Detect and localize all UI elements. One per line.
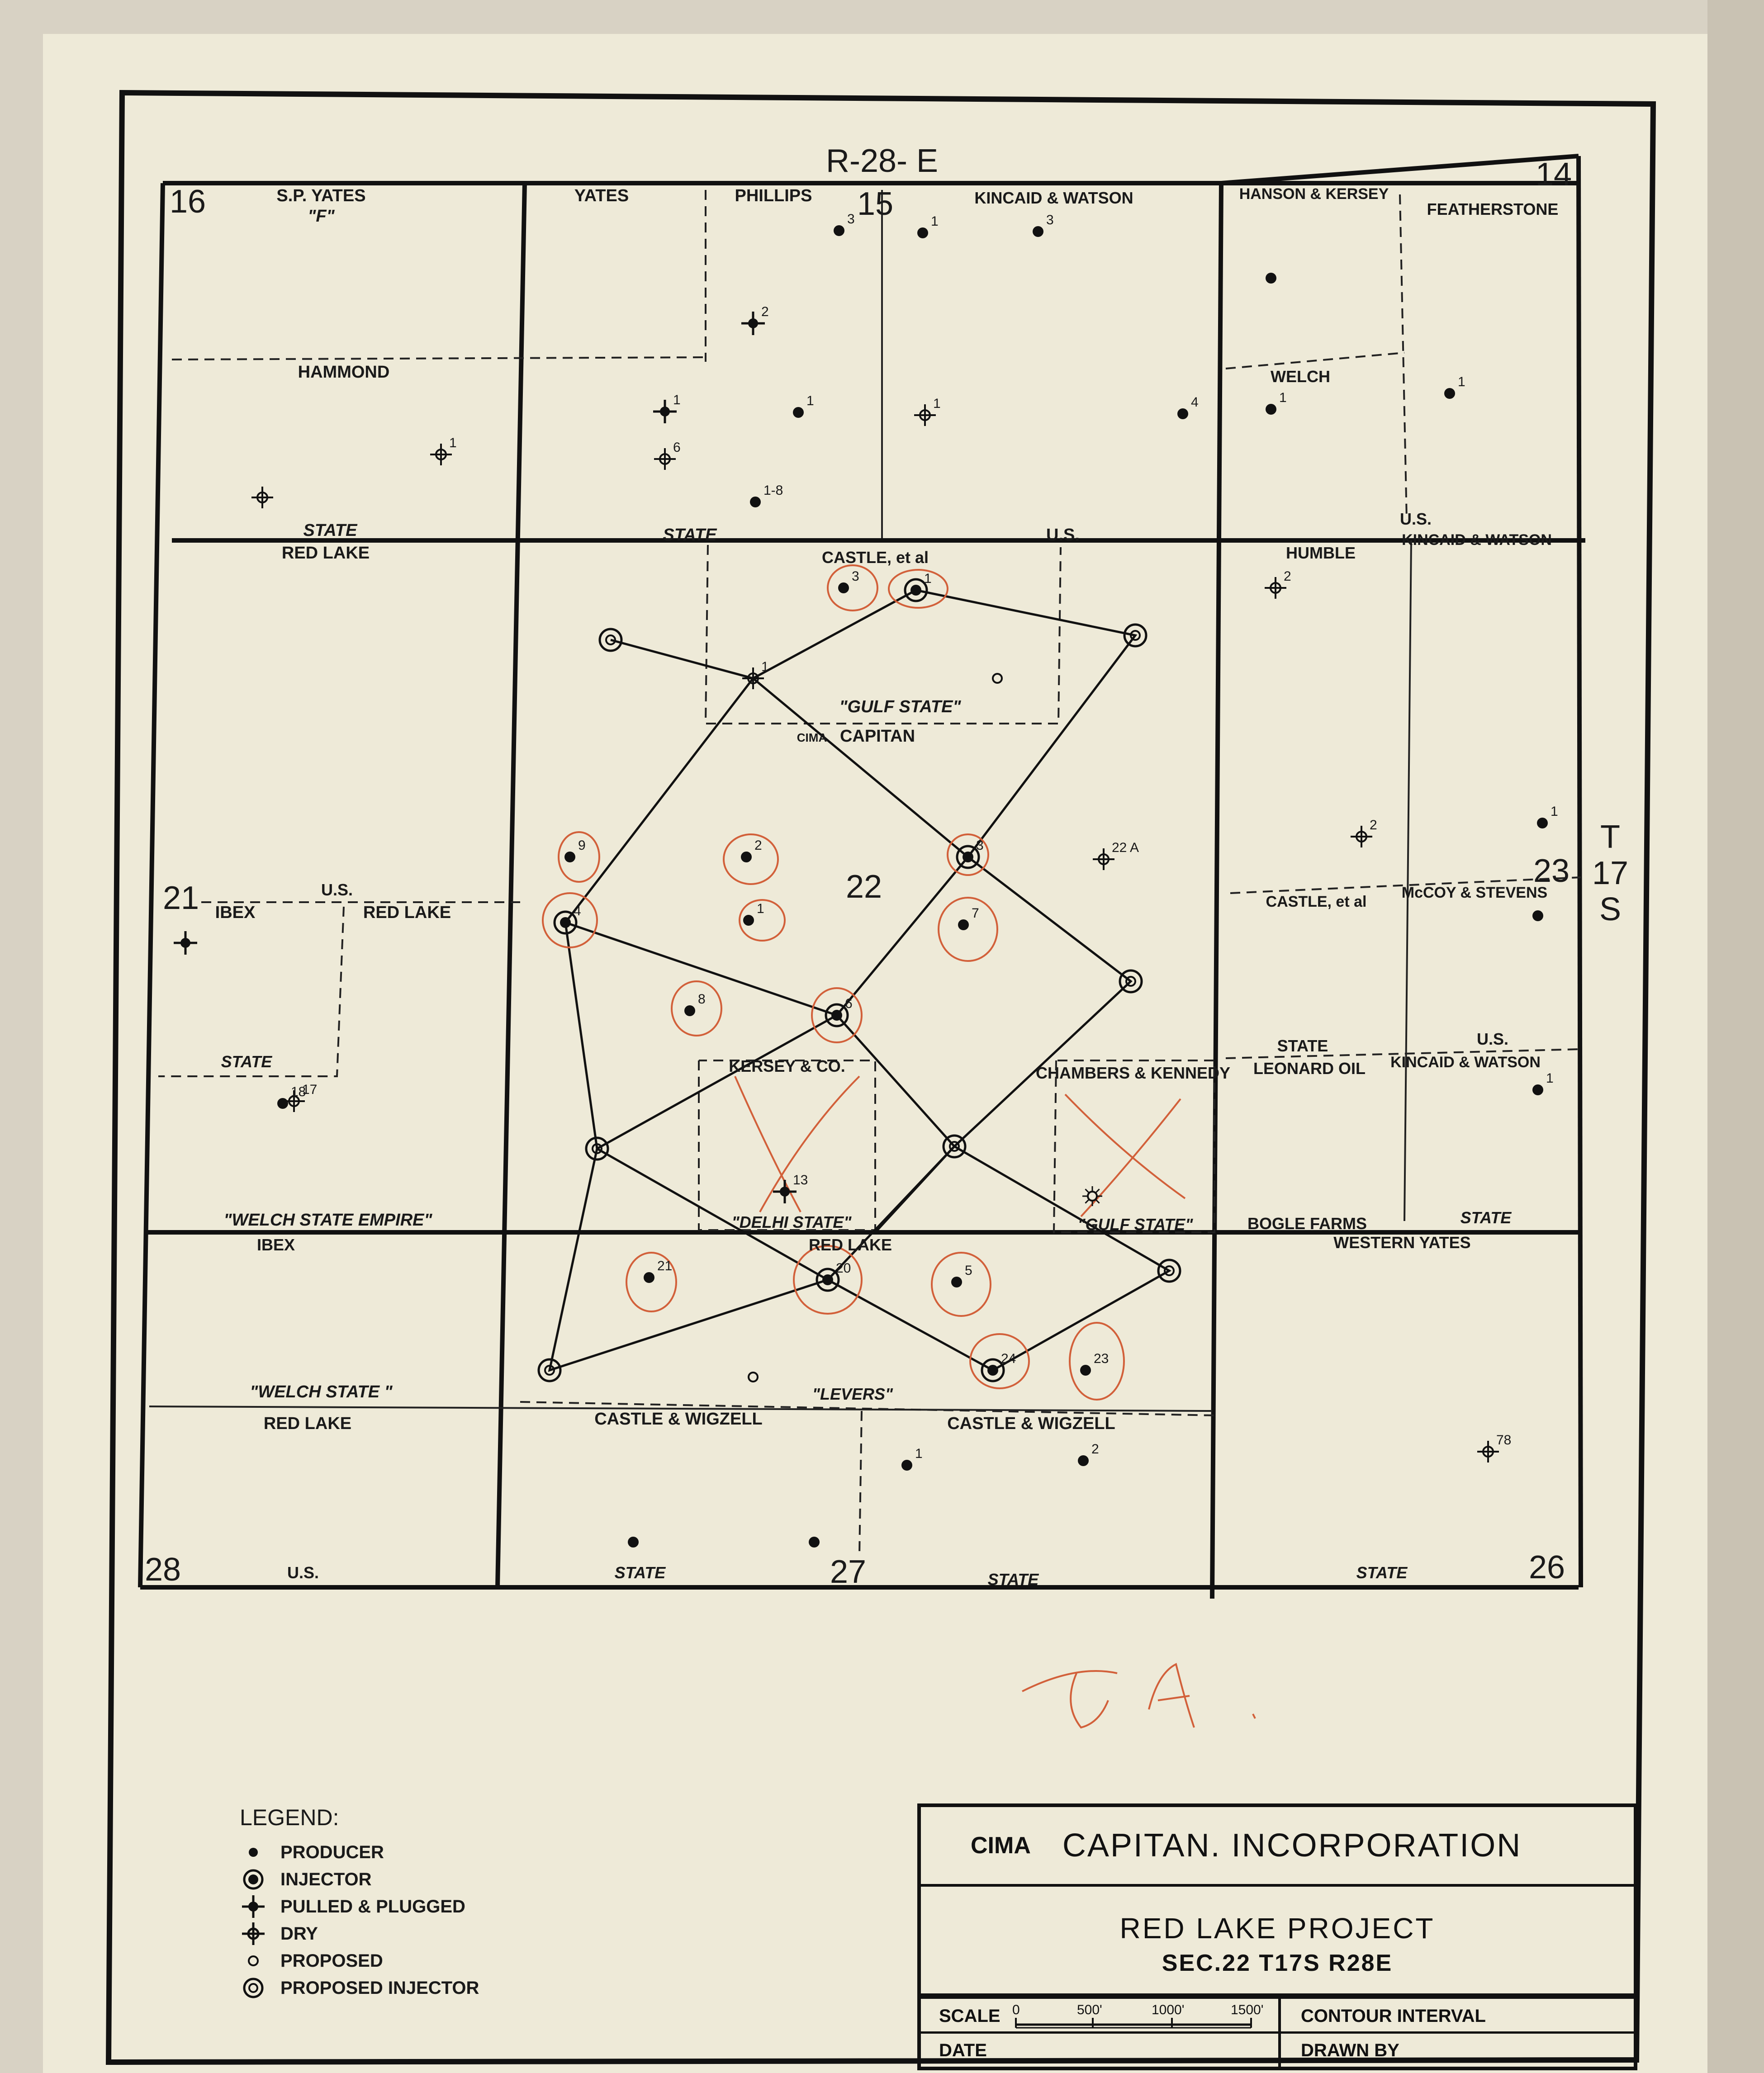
injector-well-icon bbox=[905, 579, 927, 601]
producer-well-icon bbox=[1537, 818, 1548, 828]
legend-label: INJECTOR bbox=[280, 1869, 372, 1889]
proposed-injector-icon bbox=[240, 1974, 267, 2002]
well-number: 6 bbox=[845, 996, 853, 1011]
well-number: 3 bbox=[976, 838, 984, 853]
scale-tick: 500' bbox=[1077, 2002, 1102, 2017]
section-23: 23 bbox=[1533, 853, 1570, 889]
well-number: 23 bbox=[1094, 1351, 1109, 1366]
lease-label: CASTLE, et al bbox=[1266, 893, 1367, 910]
dry-well-icon bbox=[430, 444, 452, 465]
lease-label: STATE bbox=[987, 1570, 1039, 1589]
legend-label: PULLED & PLUGGED bbox=[280, 1896, 465, 1917]
well-number: 1 bbox=[806, 393, 814, 408]
well-number: 8 bbox=[698, 992, 706, 1007]
legend-item-injector bbox=[240, 1866, 602, 1893]
title-block-footer bbox=[921, 1996, 1634, 2067]
well-number: 1 bbox=[761, 659, 769, 674]
well-number: 78 bbox=[1496, 1433, 1512, 1448]
scale-bar bbox=[1011, 2000, 1265, 2031]
well-number: 9 bbox=[578, 838, 586, 853]
lease-label: PHILLIPS bbox=[735, 186, 812, 205]
lease-label: U.S. bbox=[287, 1563, 319, 1582]
lease-label: U.S. bbox=[1046, 525, 1080, 544]
project-title: RED LAKE PROJECT bbox=[1119, 1912, 1435, 1945]
lease-label: KINCAID & WATSON bbox=[1402, 531, 1552, 549]
producer-well-icon bbox=[809, 1537, 820, 1548]
well-number: 1 bbox=[924, 571, 932, 586]
injector-well-icon bbox=[982, 1359, 1004, 1381]
lease-label: STATE bbox=[1460, 1208, 1512, 1227]
legend-label: DRY bbox=[280, 1923, 318, 1944]
lease-label: CASTLE & WIGZELL bbox=[594, 1410, 763, 1429]
legend-label: PRODUCER bbox=[280, 1842, 384, 1862]
legend bbox=[240, 1804, 602, 2002]
well-number: 4 bbox=[574, 904, 581, 918]
lease-label: KINCAID & WATSON bbox=[1390, 1054, 1541, 1071]
injector-icon bbox=[240, 1866, 267, 1893]
well-number: 1 bbox=[931, 214, 939, 229]
well-number: 1 bbox=[933, 396, 941, 411]
lease-label: RED LAKE bbox=[281, 544, 370, 563]
township-label-s: S bbox=[1599, 891, 1622, 928]
dry-well-icon bbox=[914, 404, 936, 426]
lease-label: "GULF STATE" bbox=[1077, 1215, 1193, 1234]
range-label: R-28- E bbox=[825, 143, 939, 179]
well-number: 22 A bbox=[1112, 840, 1139, 855]
lease-label: BOGLE FARMS bbox=[1247, 1214, 1367, 1233]
lease-label-layer bbox=[215, 185, 1559, 1589]
scale-tick: 1500' bbox=[1231, 2002, 1264, 2017]
well-number: 2 bbox=[1284, 569, 1291, 584]
section-16: 16 bbox=[170, 184, 206, 220]
lease-label: U.S. bbox=[1476, 1030, 1509, 1048]
legend-item-proposed-injector bbox=[240, 1974, 602, 2002]
producer-well-icon bbox=[1177, 408, 1188, 419]
lease-label: WESTERN YATES bbox=[1333, 1233, 1471, 1252]
lease-label: IBEX bbox=[256, 1235, 295, 1254]
well-number: 2 bbox=[754, 838, 762, 853]
township-label-17: 17 bbox=[1592, 855, 1629, 891]
lease-label: STATE bbox=[1356, 1563, 1408, 1582]
lease-label: LEONARD OIL bbox=[1253, 1059, 1366, 1078]
producer-well-icon bbox=[564, 852, 575, 862]
lease-label: "F" bbox=[308, 207, 335, 226]
producer-well-icon bbox=[958, 919, 969, 930]
section-14: 14 bbox=[1536, 156, 1572, 193]
legend-item-producer bbox=[240, 1839, 602, 1866]
well-number: 3 bbox=[847, 212, 855, 227]
lease-label: CASTLE, et al bbox=[821, 548, 929, 567]
well-number: 1-8 bbox=[763, 483, 783, 498]
producer-well-icon bbox=[1266, 273, 1276, 284]
well-number: 6 bbox=[673, 440, 681, 455]
lease-label: STATE bbox=[221, 1052, 272, 1071]
lease-label: STATE bbox=[663, 525, 717, 544]
title-block bbox=[917, 1803, 1637, 2070]
well-number: 13 bbox=[793, 1173, 808, 1188]
map-border bbox=[109, 93, 1653, 2062]
well-number: 20 bbox=[836, 1261, 851, 1276]
pulled-plugged-icon bbox=[240, 1893, 267, 1920]
well-number: 2 bbox=[1370, 818, 1377, 833]
dry-well-icon bbox=[251, 487, 273, 508]
well-number: 2 bbox=[761, 304, 769, 319]
legend-item-proposed bbox=[240, 1947, 602, 1974]
township-label-t: T bbox=[1600, 819, 1620, 855]
legend-label: PROPOSED bbox=[280, 1950, 383, 1971]
lease-label: "WELCH STATE " bbox=[250, 1382, 393, 1401]
proposed-well-icon bbox=[993, 674, 1002, 683]
producer-well-icon bbox=[834, 225, 844, 236]
lease-label: HAMMOND bbox=[298, 363, 390, 382]
scale-tick: 0 bbox=[1012, 2002, 1020, 2017]
producer-well-icon bbox=[793, 407, 804, 418]
contour-interval-label: CONTOUR INTERVAL bbox=[1301, 2006, 1486, 2026]
producer-well-icon bbox=[1266, 404, 1276, 415]
lease-label: STATE bbox=[1277, 1036, 1328, 1055]
project-row bbox=[921, 1887, 1634, 1996]
scale-label: SCALE bbox=[939, 2006, 1001, 2026]
lease-label: RED LAKE bbox=[363, 903, 451, 922]
lease-label: STATE bbox=[303, 521, 357, 540]
lease-label: U.S. bbox=[1399, 510, 1432, 528]
injector-well-icon bbox=[817, 1269, 839, 1291]
producer-well-icon bbox=[1078, 1455, 1089, 1466]
lease-label: "WELCH STATE EMPIRE" bbox=[223, 1211, 432, 1230]
well-number: 1 bbox=[1551, 804, 1558, 819]
lease-label: CIMA bbox=[797, 731, 827, 744]
dry-well-icon bbox=[1477, 1441, 1499, 1462]
lease-label: McCOY & STEVENS bbox=[1401, 884, 1548, 901]
well-number: 1 bbox=[1279, 390, 1287, 405]
producer-well-icon bbox=[277, 1098, 288, 1109]
date-label: DATE bbox=[939, 2040, 987, 2060]
section-21: 21 bbox=[163, 880, 199, 916]
producer-well-icon bbox=[1444, 388, 1455, 399]
lease-label: STATE bbox=[614, 1563, 666, 1582]
legend-title: LEGEND: bbox=[240, 1805, 339, 1830]
legend-item-dry bbox=[240, 1920, 602, 1947]
producer-well-icon bbox=[1532, 910, 1543, 921]
well-number: 1 bbox=[673, 393, 681, 407]
producer-well-icon bbox=[750, 497, 761, 507]
well-number: 1 bbox=[1458, 374, 1465, 389]
producer-well-icon bbox=[838, 582, 849, 593]
well-number: 1 bbox=[915, 1446, 923, 1461]
drawn-by-label: DRAWN BY bbox=[1301, 2040, 1399, 2060]
dry-well-icon bbox=[1093, 848, 1114, 870]
well-number: 5 bbox=[965, 1263, 972, 1278]
well-number: 1 bbox=[757, 901, 764, 916]
proposed-well-icon bbox=[749, 1373, 758, 1382]
legend-item-pulled-plugged bbox=[240, 1893, 602, 1920]
lease-label: RED LAKE bbox=[263, 1414, 352, 1433]
company-name: CAPITAN. INCORPORATION bbox=[1062, 1827, 1522, 1864]
injector-well-icon bbox=[957, 846, 979, 868]
producer-well-icon bbox=[917, 227, 928, 238]
producer-well-icon bbox=[901, 1460, 912, 1471]
lease-label: HANSON & KERSEY bbox=[1239, 185, 1389, 203]
dry-icon bbox=[240, 1920, 267, 1947]
lease-label: "DELHI STATE" bbox=[731, 1213, 852, 1231]
lease-label: RED LAKE bbox=[808, 1235, 892, 1254]
dry-well-icon bbox=[654, 448, 676, 470]
well-number: 4 bbox=[1191, 395, 1199, 410]
lease-label: S.P. YATES bbox=[276, 186, 366, 205]
section-27: 27 bbox=[830, 1554, 867, 1590]
well-number: 3 bbox=[1046, 213, 1054, 227]
scale-tick: 1000' bbox=[1152, 2002, 1185, 2017]
producer-well-icon bbox=[1080, 1365, 1091, 1376]
well-number: 18 bbox=[291, 1084, 306, 1099]
dry-well-icon bbox=[1351, 826, 1372, 847]
well-number: 1 bbox=[449, 435, 457, 450]
company-row bbox=[921, 1807, 1634, 1887]
producer-well-icon bbox=[644, 1272, 654, 1283]
producer-well-icon bbox=[743, 915, 754, 926]
producer-well-icon bbox=[628, 1537, 639, 1548]
lease-label: CHAMBERS & KENNEDY bbox=[1035, 1064, 1231, 1082]
well-number: 7 bbox=[972, 906, 979, 921]
project-location: SEC.22 T17S R28E bbox=[1162, 1950, 1393, 1976]
lease-label: IBEX bbox=[215, 903, 256, 922]
producer-icon bbox=[240, 1839, 267, 1866]
lease-label: CASTLE & WIGZELL bbox=[947, 1414, 1115, 1433]
lease-label: YATES bbox=[574, 186, 629, 205]
section-22: 22 bbox=[846, 869, 882, 905]
proposed-icon bbox=[240, 1947, 267, 1974]
lease-label: WELCH bbox=[1271, 367, 1330, 386]
section-26: 26 bbox=[1529, 1549, 1565, 1586]
well-number: 1 bbox=[1546, 1071, 1554, 1086]
well-number: 2 bbox=[1091, 1442, 1099, 1457]
producer-well-icon bbox=[951, 1277, 962, 1287]
company-abbrev: CIMA bbox=[971, 1832, 1031, 1859]
lease-label: HUMBLE bbox=[1286, 544, 1356, 562]
dry-well-icon bbox=[1265, 577, 1286, 599]
map-labels bbox=[145, 143, 1628, 1590]
lease-label: U.S. bbox=[321, 880, 353, 899]
well-number: 24 bbox=[1001, 1351, 1016, 1366]
section-28: 28 bbox=[145, 1552, 181, 1588]
producer-well-icon bbox=[1033, 226, 1043, 237]
lease-label: FEATHERSTONE bbox=[1427, 200, 1559, 218]
pulled-plugged-well-icon bbox=[174, 931, 197, 955]
producer-well-icon bbox=[684, 1005, 695, 1016]
well-number: 21 bbox=[657, 1259, 673, 1273]
injector-well-icon bbox=[826, 1004, 848, 1026]
lease-label: KERSEY & CO. bbox=[729, 1057, 845, 1075]
lease-label: "LEVERS" bbox=[812, 1385, 893, 1403]
lease-label: KINCAID & WATSON bbox=[974, 189, 1133, 207]
legend-label: PROPOSED INJECTOR bbox=[280, 1978, 479, 1998]
well-number: 17 bbox=[302, 1082, 318, 1097]
producer-well-icon bbox=[1532, 1084, 1543, 1095]
section-15: 15 bbox=[857, 186, 894, 222]
well-number: 3 bbox=[852, 569, 859, 584]
producer-well-icon bbox=[741, 852, 752, 862]
lease-label: CAPITAN bbox=[839, 727, 915, 746]
lease-label: "GULF STATE" bbox=[839, 697, 961, 716]
gas-well-icon bbox=[1082, 1186, 1102, 1206]
